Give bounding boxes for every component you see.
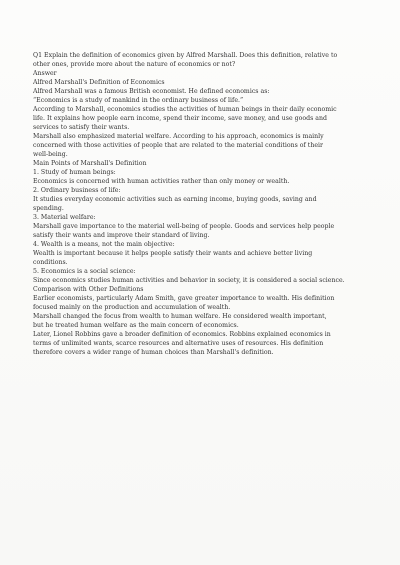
quote-line: “Economics is a study of mankind in the ordinary business of life.” <box>33 97 244 104</box>
answer-label: Answer <box>33 70 57 77</box>
list-item-heading: 3. Material welfare: <box>33 214 96 221</box>
list-item-text: spending. <box>33 205 64 212</box>
paragraph-line: Earlier economists, particularly Adam Smith, gave greater importance to wealth. His definition <box>33 295 335 302</box>
list-item-text: satisfy their wants and improve their standard of living. <box>33 232 210 239</box>
paragraph-line: Later, Lionel Robbins gave a broader definition of economics. Robbins explained economics in <box>33 331 331 338</box>
section-heading-definition: Alfred Marshall's Definition of Economics <box>33 79 165 86</box>
list-item-heading: 2. Ordinary business of life: <box>33 187 121 194</box>
section-heading-comparison: Comparison with Other Definitions <box>33 286 144 293</box>
question-line-2: other ones, provide more about the nature of economics or not? <box>33 61 236 68</box>
list-item-text: Marshall gave importance to the material well-being of people. Goods and services help people <box>33 223 335 230</box>
question-line-1: Q1 Explain the definition of economics given by Alfred Marshall. Does this definition, relative to <box>33 52 338 59</box>
paragraph-line: focused mainly on the production and accumulation of wealth. <box>33 304 231 311</box>
paragraph-line: concerned with those activities of people that are related to the material conditions of their <box>33 142 323 149</box>
paragraph-line: terms of unlimited wants, scarce resources and alternative uses of resources. His definition <box>33 340 324 347</box>
list-item-text: It studies everyday economic activities such as earning income, buying goods, saving and <box>33 196 317 203</box>
paragraph-line: Alfred Marshall was a famous British economist. He defined economics as: <box>33 88 270 95</box>
list-item-text: Since economics studies human activities and behavior in society, it is considered a social science. <box>33 277 345 284</box>
paragraph-line: Marshall changed the focus from wealth to human welfare. He considered wealth important, <box>33 313 327 320</box>
paragraph-line: therefore covers a wider range of human choices than Marshall's definition. <box>33 349 274 356</box>
paragraph-line: but he treated human welfare as the main concern of economics. <box>33 322 239 329</box>
list-item-text: Economics is concerned with human activities rather than only money or wealth. <box>33 178 290 185</box>
document-text <box>33 51 376 357</box>
section-heading-main-points: Main Points of Marshall's Definition <box>33 160 147 167</box>
paragraph-line: services to satisfy their wants. <box>33 124 130 131</box>
list-item-text: conditions. <box>33 259 68 266</box>
list-item-heading: 4. Wealth is a means, not the main objective: <box>33 241 175 248</box>
paragraph-line: life. It explains how people earn income, spend their income, save money, and use goods and <box>33 115 327 122</box>
list-item-heading: 1. Study of human beings: <box>33 169 116 176</box>
list-item-text: Wealth is important because it helps people satisfy their wants and achieve better living <box>33 250 313 257</box>
paragraph-line: Marshall also emphasized material welfare. According to his approach, economics is mainly <box>33 133 324 140</box>
paragraph-line: According to Marshall, economics studies the activities of human beings in their daily economic <box>33 106 337 113</box>
list-item-heading: 5. Economics is a social science: <box>33 268 136 275</box>
paragraph-line: well-being. <box>33 151 68 158</box>
